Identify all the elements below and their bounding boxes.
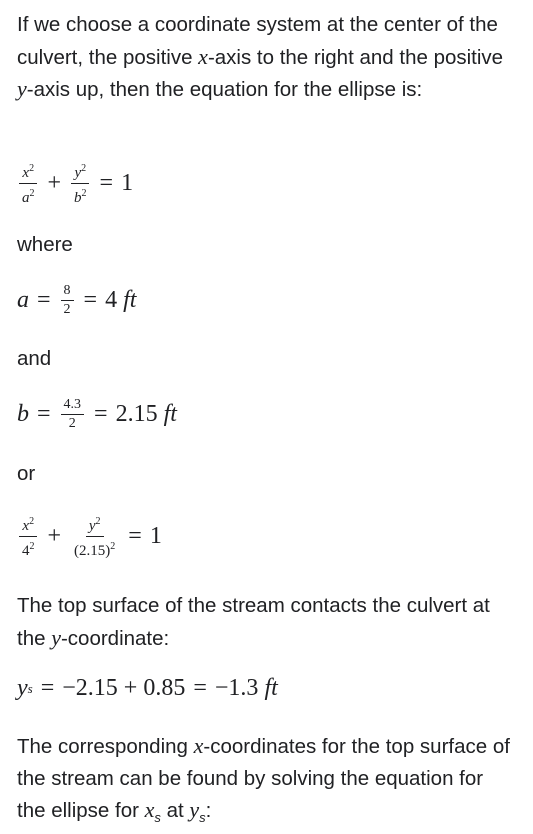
final-paragraph — [17, 730, 517, 834]
intro-text-1: If we choose a coordinate system at the center of the culvert, the positive — [17, 13, 498, 69]
equals-operator: = — [99, 170, 114, 196]
var-x: x — [198, 43, 208, 69]
equation-b — [17, 397, 177, 432]
and-label: and — [17, 347, 52, 370]
eq2-num1-exp: 2 — [29, 516, 35, 527]
intro-paragraph — [17, 9, 517, 106]
eq1-den1: a — [22, 190, 30, 206]
ellipse-equation — [17, 160, 133, 207]
eq1-num2: y — [74, 165, 82, 181]
equation-ys — [17, 675, 278, 702]
eq2-num2-exp: 2 — [95, 516, 101, 527]
plus-operator: + — [47, 523, 62, 549]
eq-a-den: 2 — [63, 302, 71, 317]
fraction-y-over-b — [71, 160, 90, 207]
eq-a-value: 4 — [105, 287, 118, 313]
var-ys: y — [17, 675, 28, 701]
eq1-num2-exp: 2 — [81, 163, 87, 174]
fraction-x-over-4 — [19, 513, 38, 560]
equals-operator: = — [83, 287, 98, 313]
intro-text-2: -axis to the right and the positive — [207, 45, 504, 69]
eq-b-unit: ft — [163, 401, 177, 427]
eq-b-value: 2.15 — [115, 401, 158, 427]
equals-operator: = — [128, 523, 142, 549]
eq-b-num: 4.3 — [61, 397, 85, 415]
equals-operator: = — [40, 675, 55, 701]
var-ys-sub: s — [199, 810, 206, 826]
contact-paragraph — [17, 590, 517, 654]
eq2-rhs: 1 — [149, 523, 162, 549]
or-label: or — [17, 462, 36, 485]
plus-operator: + — [47, 170, 62, 196]
ellipse-equation-numeric — [17, 513, 162, 560]
equation-a — [17, 283, 136, 318]
var-y: y — [17, 76, 27, 101]
final-text-1: The corresponding — [17, 735, 194, 758]
equals-operator: = — [94, 401, 108, 427]
contact-text-2: -coordinate: — [60, 626, 170, 650]
var-xs-sub: s — [154, 810, 161, 826]
var-x: x — [193, 733, 204, 758]
var-a: a — [17, 287, 29, 313]
eq2-num1: x — [22, 518, 30, 534]
eq2-num2: y — [88, 518, 96, 534]
where-label: where — [17, 233, 73, 256]
var-b: b — [17, 401, 29, 427]
eq2-den1-exp: 2 — [29, 541, 35, 552]
fraction-8-over-2 — [61, 283, 74, 318]
fraction-y-over-2.15 — [71, 513, 118, 560]
var-y: y — [51, 624, 61, 650]
eq-ys-unit: ft — [264, 675, 278, 701]
eq-a-unit: ft — [123, 287, 137, 313]
fraction-4.3-over-2 — [61, 397, 85, 432]
eq1-den2: b — [74, 190, 82, 206]
contact-text-1: The top surface of the stream contacts the culvert at the — [17, 594, 490, 650]
final-text-3: at — [160, 799, 190, 822]
eq-ys-expr: −2.15 + 0.85 — [62, 675, 186, 701]
eq1-rhs: 1 — [121, 170, 134, 196]
eq1-den1-exp: 2 — [29, 188, 35, 199]
eq2-den2: (2.15) — [74, 543, 111, 559]
equals-operator: = — [37, 401, 51, 427]
final-text-4: : — [205, 799, 212, 822]
var-ys-sub: s — [27, 680, 33, 696]
fraction-x-over-a — [19, 160, 38, 207]
var-xs: x — [144, 797, 155, 822]
eq1-num1-exp: 2 — [29, 163, 35, 174]
eq2-den1: 4 — [22, 543, 30, 559]
intro-text-3: -axis up, then the equation for the ellipse is: — [26, 78, 423, 101]
eq-b-den: 2 — [68, 416, 76, 431]
var-ys: y — [189, 797, 200, 822]
eq-ys-value: −1.3 — [214, 675, 259, 701]
eq2-den2-exp: 2 — [110, 541, 116, 552]
equals-operator: = — [37, 287, 51, 313]
eq1-num1: x — [22, 165, 30, 181]
equals-operator: = — [193, 675, 207, 701]
eq1-den2-exp: 2 — [81, 188, 87, 199]
final-text-2: -coordinates for the top surface of the stream can be found by solving the equation for the ellipse for — [17, 735, 510, 822]
eq-a-num: 8 — [61, 283, 74, 301]
